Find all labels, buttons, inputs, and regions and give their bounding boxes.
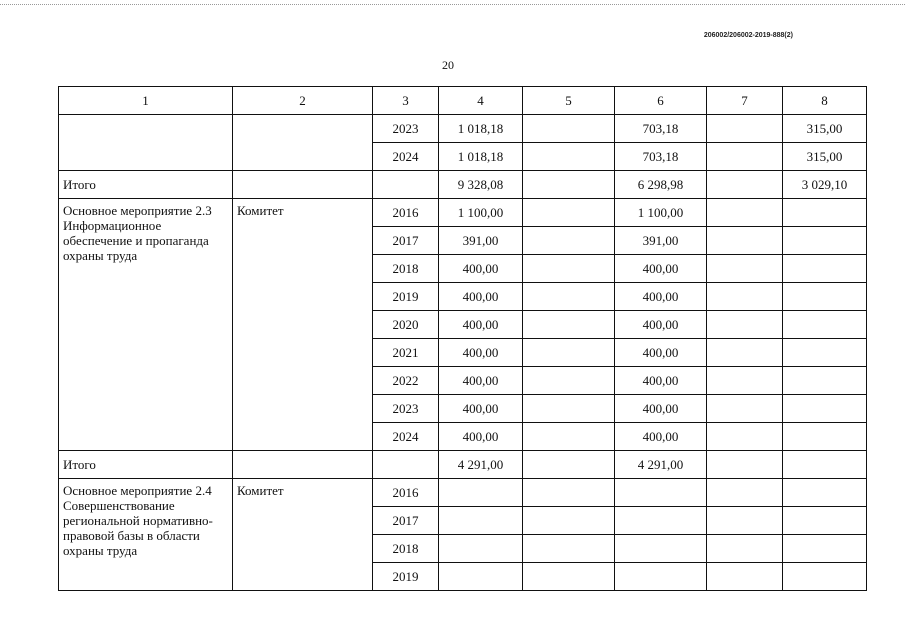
empty-cell xyxy=(233,115,373,171)
value-cell: 400,00 xyxy=(439,255,523,283)
empty-cell xyxy=(783,255,867,283)
empty-cell xyxy=(523,171,615,199)
empty-cell xyxy=(523,395,615,423)
value-cell: 391,00 xyxy=(439,227,523,255)
year-cell: 2019 xyxy=(373,283,439,311)
empty-cell xyxy=(523,423,615,451)
empty-cell xyxy=(783,367,867,395)
value-cell: 703,18 xyxy=(615,143,707,171)
empty-cell xyxy=(783,199,867,227)
empty-cell xyxy=(523,535,615,563)
empty-cell xyxy=(233,451,373,479)
year-cell: 2017 xyxy=(373,227,439,255)
value-cell: 6 298,98 xyxy=(615,171,707,199)
year-cell: 2023 xyxy=(373,395,439,423)
empty-cell xyxy=(707,423,783,451)
value-cell: 400,00 xyxy=(615,311,707,339)
value-cell: 400,00 xyxy=(439,283,523,311)
executor: Комитет xyxy=(233,199,373,451)
col-header: 7 xyxy=(707,87,783,115)
empty-cell xyxy=(373,171,439,199)
empty-cell xyxy=(523,367,615,395)
empty-cell xyxy=(707,451,783,479)
value-cell: 400,00 xyxy=(615,339,707,367)
year-cell: 2021 xyxy=(373,339,439,367)
empty-cell xyxy=(783,227,867,255)
empty-cell xyxy=(523,227,615,255)
empty-cell xyxy=(783,395,867,423)
col-header: 5 xyxy=(523,87,615,115)
empty-cell xyxy=(783,283,867,311)
year-cell: 2019 xyxy=(373,563,439,591)
empty-cell xyxy=(783,507,867,535)
empty-cell xyxy=(59,115,233,171)
page-number: 20 xyxy=(442,58,454,72)
year-cell: 2018 xyxy=(373,535,439,563)
year-cell: 2023 xyxy=(373,115,439,143)
empty-cell xyxy=(783,563,867,591)
value-cell: 391,00 xyxy=(615,227,707,255)
value-cell: 3 029,10 xyxy=(783,171,867,199)
empty-cell xyxy=(707,255,783,283)
value-cell: 4 291,00 xyxy=(439,451,523,479)
year-cell: 2022 xyxy=(373,367,439,395)
empty-cell xyxy=(523,311,615,339)
empty-cell xyxy=(707,143,783,171)
empty-cell xyxy=(523,283,615,311)
empty-cell xyxy=(233,171,373,199)
total-row xyxy=(59,451,867,479)
empty-cell xyxy=(523,115,615,143)
empty-cell xyxy=(783,535,867,563)
value-cell: 400,00 xyxy=(615,367,707,395)
empty-cell xyxy=(707,115,783,143)
empty-cell xyxy=(707,367,783,395)
budget-table xyxy=(58,86,867,591)
value-cell: 1 018,18 xyxy=(439,115,523,143)
empty-cell xyxy=(439,535,523,563)
empty-cell xyxy=(523,143,615,171)
empty-cell xyxy=(707,311,783,339)
value-cell: 1 100,00 xyxy=(439,199,523,227)
empty-cell xyxy=(707,339,783,367)
value-cell: 400,00 xyxy=(615,423,707,451)
empty-cell xyxy=(783,339,867,367)
empty-cell xyxy=(783,451,867,479)
empty-cell xyxy=(707,535,783,563)
year-cell: 2024 xyxy=(373,143,439,171)
year-cell: 2024 xyxy=(373,423,439,451)
empty-cell xyxy=(615,563,707,591)
value-cell: 400,00 xyxy=(615,255,707,283)
value-cell: 315,00 xyxy=(783,143,867,171)
col-header: 6 xyxy=(615,87,707,115)
value-cell: 9 328,08 xyxy=(439,171,523,199)
empty-cell xyxy=(783,311,867,339)
year-cell: 2020 xyxy=(373,311,439,339)
total-label: Итого xyxy=(59,451,233,479)
total-row xyxy=(59,171,867,199)
col-header: 2 xyxy=(233,87,373,115)
empty-cell xyxy=(373,451,439,479)
value-cell: 400,00 xyxy=(615,283,707,311)
empty-cell xyxy=(523,451,615,479)
empty-cell xyxy=(439,507,523,535)
header-row xyxy=(59,87,867,115)
empty-cell xyxy=(707,563,783,591)
value-cell: 4 291,00 xyxy=(615,451,707,479)
value-cell: 315,00 xyxy=(783,115,867,143)
empty-cell xyxy=(615,507,707,535)
empty-cell xyxy=(615,479,707,507)
col-header: 4 xyxy=(439,87,523,115)
empty-cell xyxy=(707,199,783,227)
value-cell: 400,00 xyxy=(439,339,523,367)
col-header: 3 xyxy=(373,87,439,115)
total-label: Итого xyxy=(59,171,233,199)
table-row xyxy=(59,115,867,143)
col-header: 1 xyxy=(59,87,233,115)
value-cell: 1 018,18 xyxy=(439,143,523,171)
empty-cell xyxy=(523,563,615,591)
year-cell: 2018 xyxy=(373,255,439,283)
empty-cell xyxy=(707,171,783,199)
table-row xyxy=(59,479,867,507)
value-cell: 400,00 xyxy=(615,395,707,423)
empty-cell xyxy=(783,423,867,451)
value-cell: 703,18 xyxy=(615,115,707,143)
year-cell: 2016 xyxy=(373,199,439,227)
empty-cell xyxy=(523,507,615,535)
year-cell: 2016 xyxy=(373,479,439,507)
activity-name: Основное мероприятие 2.4 Совершенствование региональной нормативно-правовой базы в области охраны труда xyxy=(59,479,233,591)
empty-cell xyxy=(707,479,783,507)
value-cell: 400,00 xyxy=(439,311,523,339)
empty-cell xyxy=(783,479,867,507)
table-row xyxy=(59,199,867,227)
empty-cell xyxy=(439,479,523,507)
empty-cell xyxy=(707,283,783,311)
empty-cell xyxy=(439,563,523,591)
document-id: 206002/206002-2019-888(2) xyxy=(703,32,793,39)
empty-cell xyxy=(523,339,615,367)
activity-name: Основное мероприятие 2.3 Информационное обеспечение и пропаганда охраны труда xyxy=(59,199,233,451)
year-cell: 2017 xyxy=(373,507,439,535)
empty-cell xyxy=(523,199,615,227)
scan-edge-line xyxy=(0,4,905,6)
value-cell: 400,00 xyxy=(439,423,523,451)
executor: Комитет xyxy=(233,479,373,591)
value-cell: 400,00 xyxy=(439,367,523,395)
empty-cell xyxy=(523,255,615,283)
empty-cell xyxy=(523,479,615,507)
value-cell: 1 100,00 xyxy=(615,199,707,227)
empty-cell xyxy=(707,395,783,423)
value-cell: 400,00 xyxy=(439,395,523,423)
empty-cell xyxy=(615,535,707,563)
col-header: 8 xyxy=(783,87,867,115)
empty-cell xyxy=(707,227,783,255)
empty-cell xyxy=(707,507,783,535)
